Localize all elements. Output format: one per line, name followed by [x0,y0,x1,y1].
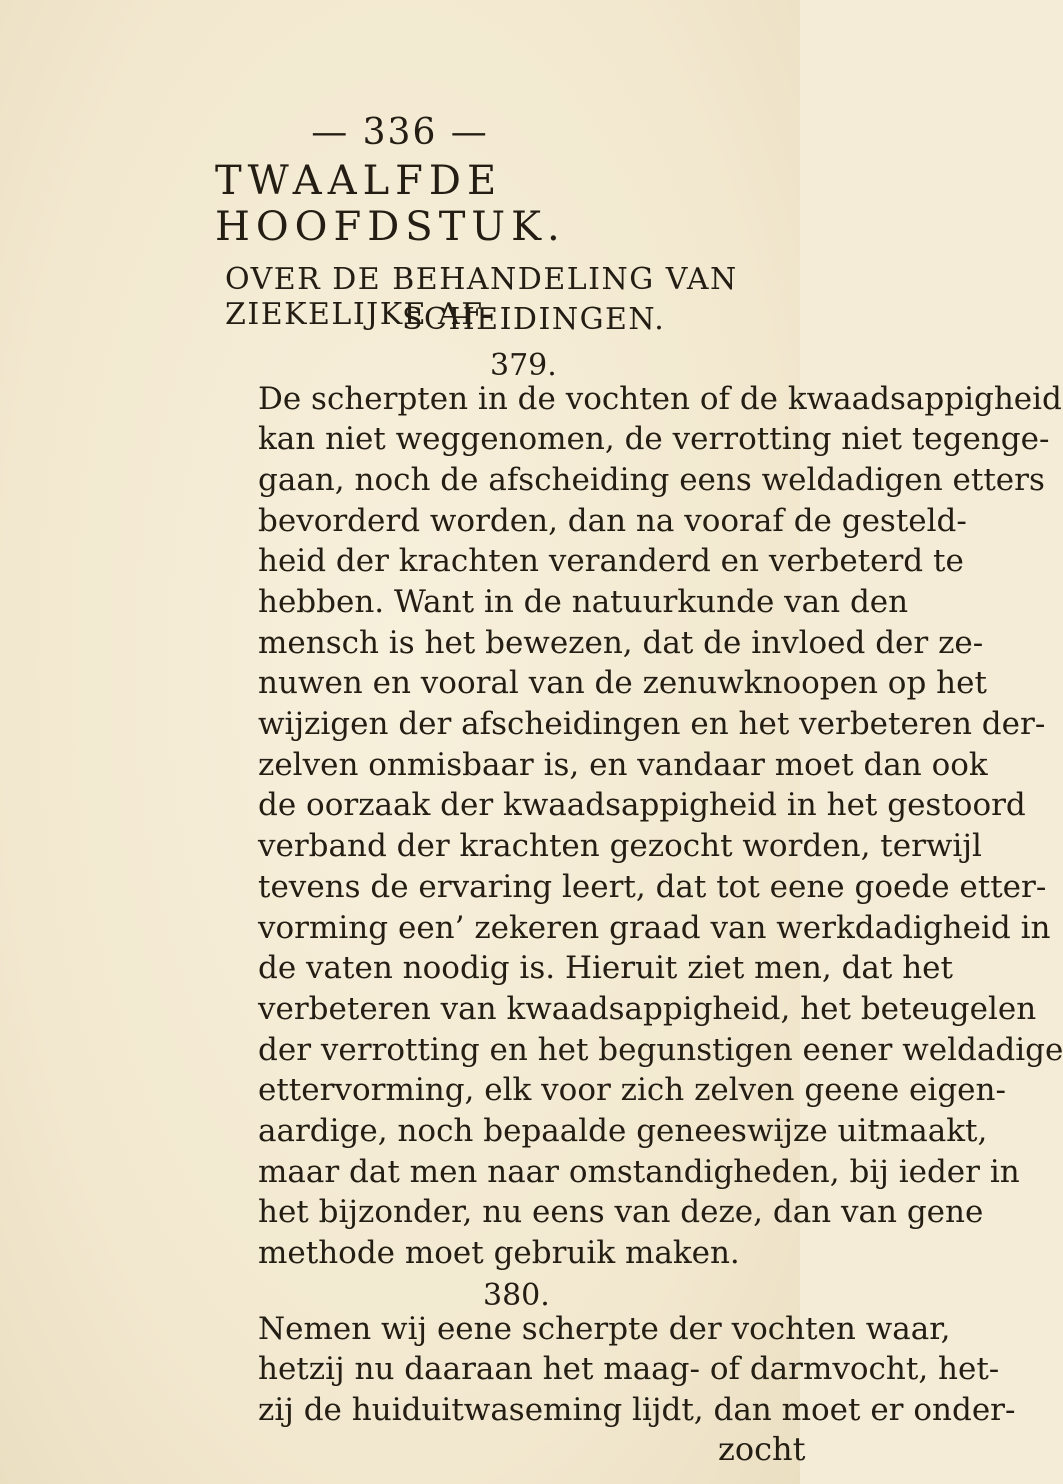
body-text-line: nuwen en vooral van de zenuwknoopen op het [258,665,987,702]
body-text-line: hetzij nu daaraan het maag- of darmvocht, het- [258,1351,1000,1388]
chapter-subtitle-line-1: OVER DE BEHANDELING VAN ZIEKELIJKE AF- [225,262,738,332]
body-text-line: zelven onmisbaar is, en vandaar moet dan ook [258,746,988,783]
body-text-line: zij de huiduitwaseming lijdt, dan moet er onder- [258,1391,1016,1428]
body-text-line: ettervorming, elk voor zich zelven geene eigen- [258,1072,1006,1109]
body-text-line: bevorderd worden, dan na vooraf de gesteld- [258,502,967,539]
body-text-line: methode moet gebruik maken. [258,1235,740,1272]
body-text-line: hebben. Want in de natuurkunde van den [258,584,909,620]
body-text-line: kan niet weggenomen, de verrotting niet tegenge- [258,421,1050,458]
catchword: zocht [718,1430,806,1468]
body-text-line: verbeteren van kwaadsappigheid, het beteugelen [258,990,1037,1027]
section-number: 380. [483,1278,550,1314]
body-text-line: heid der krachten veranderd en verbeterd te [258,543,964,580]
body-text-line: het bijzonder, nu eens van deze, dan van gene [258,1194,984,1231]
body-text-line: gaan, noch de afscheiding eens weldadigen etters [258,461,1045,498]
page-number: — 336 — [311,112,489,153]
body-text-line: tevens de ervaring leert, dat tot eene goede etter- [258,868,1047,905]
chapter-title: TWAALFDE HOOFDSTUK. [215,158,566,250]
body-text-line: mensch is het bewezen, dat de invloed der ze- [258,624,984,661]
chapter-subtitle-line-2: SCHEIDINGEN. [402,302,666,337]
body-text-line: vorming een’ zekeren graad van werkdadigheid in [258,909,1051,946]
body-text-line: wijzigen der afscheidingen en het verbeteren der- [258,706,1046,743]
body-text-line: maar dat men naar omstandigheden, bij ieder in [258,1153,1020,1190]
body-text-line: aardige, noch bepaalde geneeswijze uitmaakt, [258,1112,988,1149]
body-text-line: de oorzaak der kwaadsappigheid in het gestoord [258,787,1026,824]
body-text-line: De scherpten in de vochten of de kwaadsappigheid [258,380,1062,417]
body-text-line: verband der krachten gezocht worden, terwijl [258,828,982,865]
body-text-line: der verrotting en het begunstigen eener weldadige [258,1031,1063,1068]
section-number: 379. [490,348,557,383]
body-text-line: de vaten noodig is. Hieruit ziet men, dat het [258,950,953,987]
body-text-line: Nemen wij eene scherpte der vochten waar, [258,1310,951,1347]
